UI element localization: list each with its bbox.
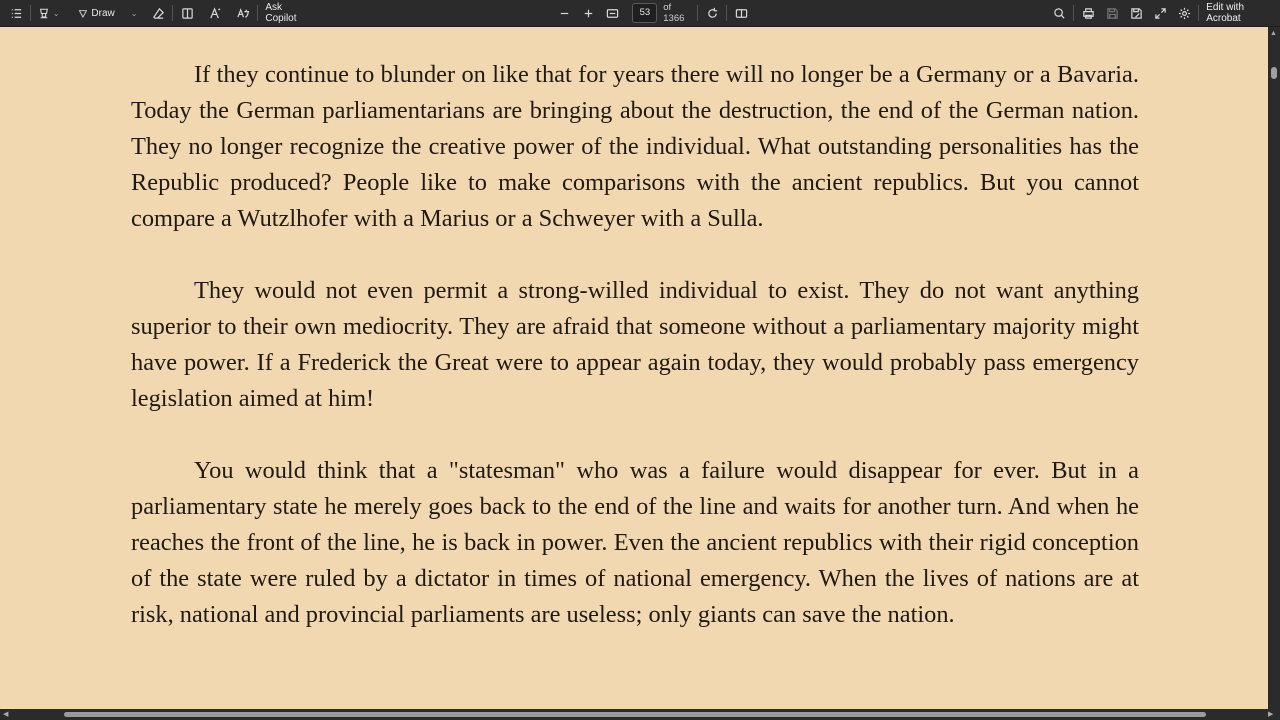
toolbar-divider	[1073, 5, 1074, 21]
toolbar-divider	[697, 5, 698, 21]
edit-with-acrobat-label: Edit with Acrobat	[1206, 2, 1245, 24]
save-icon	[1106, 7, 1119, 20]
save-button[interactable]	[1102, 3, 1122, 23]
gear-icon	[1178, 7, 1191, 20]
rotate-button[interactable]	[702, 3, 722, 23]
horizontal-scrollbar[interactable]	[0, 709, 1280, 720]
toolbar-divider	[1198, 5, 1199, 21]
fullscreen-icon	[1154, 7, 1167, 20]
toolbar-divider	[30, 5, 31, 21]
toolbar-divider	[726, 5, 727, 21]
scroll-left-arrow-icon[interactable]: ◀	[3, 711, 9, 718]
toolbar-divider	[257, 5, 258, 21]
document-page	[0, 27, 1268, 709]
translate-button[interactable]	[233, 3, 253, 23]
minus-icon	[558, 7, 571, 20]
draw-icon	[78, 7, 88, 20]
read-aloud-icon	[209, 7, 222, 20]
add-text-button[interactable]	[177, 3, 197, 23]
plus-icon	[582, 7, 595, 20]
paragraph: You would think that a "statesman" who was a failure would disappear for ever. But in a parliamentary state he merely goes back to the end of the line and waits for another turn. And when he reaches the front of the line, he is back in power. Even the ancient republics with their rigid conception of the state were ruled by a dictator in times of national emergency. When the lives of nations are at risk, national and provincial parliaments are useless; only giants can save the nation.	[131, 457, 1139, 628]
two-page-icon	[735, 7, 748, 20]
scroll-right-arrow-icon[interactable]: ▶	[1268, 711, 1274, 718]
ask-copilot-label: Ask Copilot	[265, 2, 297, 24]
settings-button[interactable]	[1174, 3, 1194, 23]
toolbar-divider	[172, 5, 173, 21]
highlight-button[interactable]	[35, 3, 63, 23]
page-number-input[interactable]: 53	[632, 3, 657, 23]
paragraph: If they continue to blunder on like that for years there will no longer be a Germany or a Bavaria. Today the German parliamentarians are bringing about the destruction, the end of the German nation. They no longer recognize the creative power of the individual. What outstanding personalities has the Republic produced? People like to make comparisons with the ancient republics. But you cannot compare a Wutzlhofer with a Marius or a Schweyer with a Sulla.	[131, 61, 1139, 232]
ask-copilot-button[interactable]	[262, 3, 316, 23]
zoom-out-button[interactable]	[554, 3, 574, 23]
fit-page-button[interactable]	[602, 3, 622, 23]
eraser-icon	[152, 7, 165, 20]
page-text	[131, 57, 1139, 669]
vertical-scroll-thumb[interactable]	[1271, 67, 1277, 79]
highlighter-icon	[38, 7, 50, 20]
zoom-in-button[interactable]	[578, 3, 598, 23]
draw-label: Draw	[91, 7, 115, 19]
translate-icon	[237, 7, 250, 20]
list-icon	[10, 7, 23, 20]
page-count: of 1366	[663, 2, 685, 24]
print-button[interactable]	[1078, 3, 1098, 23]
table-of-contents-button[interactable]	[6, 3, 26, 23]
page-view-button[interactable]	[731, 3, 751, 23]
read-aloud-button[interactable]	[205, 3, 225, 23]
print-icon	[1082, 7, 1095, 20]
draw-button[interactable]	[75, 3, 141, 23]
pdf-toolbar	[0, 0, 1280, 27]
search-button[interactable]	[1049, 3, 1069, 23]
erase-button[interactable]	[148, 3, 168, 23]
save-as-icon	[1130, 7, 1143, 20]
rotate-icon	[706, 7, 719, 20]
search-icon	[1053, 7, 1066, 20]
scroll-up-arrow-icon[interactable]: ▲	[1270, 30, 1277, 37]
save-as-button[interactable]	[1126, 3, 1146, 23]
vertical-scrollbar[interactable]	[1268, 27, 1280, 709]
fit-page-icon	[606, 7, 619, 20]
edit-with-acrobat-button[interactable]	[1203, 3, 1280, 23]
chevron-down-icon: ⌄	[130, 8, 138, 18]
paragraph: They would not even permit a strong-willed individual to exist. They do not want anything superior to their own mediocrity. They are afraid that someone without a parliamentary majority might have power. If a Frederick the Great were to appear again today, they would probably pass emergency legislation aimed at him!	[131, 277, 1139, 412]
chevron-down-icon: ⌄	[52, 8, 60, 18]
text-box-icon	[181, 7, 194, 20]
horizontal-scroll-thumb[interactable]	[64, 712, 1206, 717]
fullscreen-button[interactable]	[1150, 3, 1170, 23]
